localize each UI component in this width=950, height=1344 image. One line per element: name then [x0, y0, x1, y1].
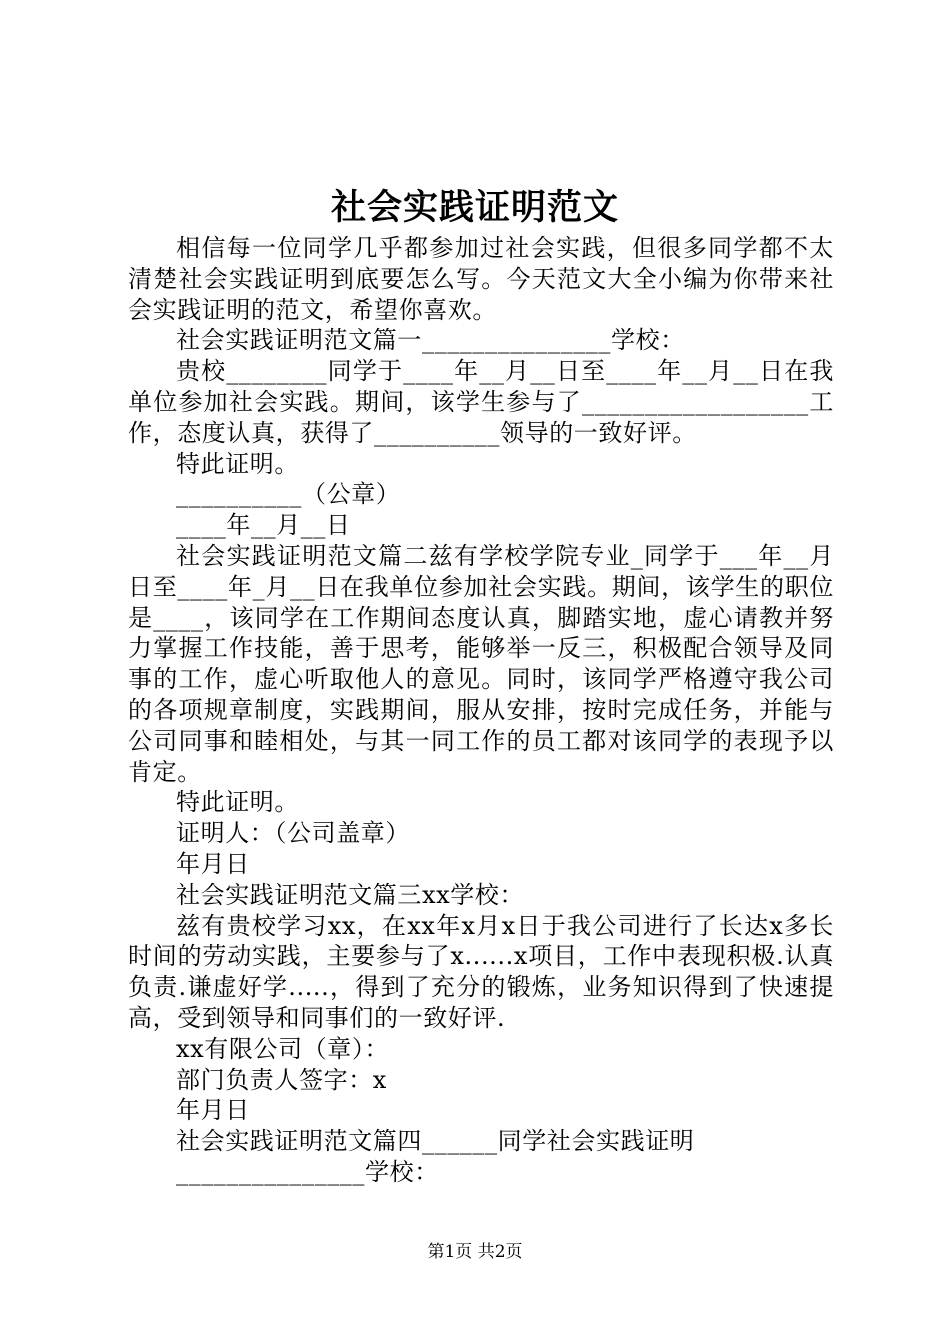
paragraph: 社会实践证明范文篇三xx学校： [176, 880, 525, 909]
paragraph: 特此证明。 [176, 449, 299, 478]
paragraph: xx有限公司（章）： [176, 1034, 390, 1063]
paragraph: 社会实践证明范文篇四______同学社会实践证明 [176, 1127, 695, 1156]
paragraph: 部门负责人签字：x [176, 1065, 387, 1094]
paragraph: _______________学校： [176, 1157, 439, 1186]
paragraph: 社会实践证明范文篇一_______________学校： [176, 326, 685, 355]
paragraph: 证明人：（公司盖章） [176, 819, 410, 848]
paragraph: 贵校________同学于____年__月__日至____年__月__日在我单位参加社会实践。期间，该学生参与了__________________工作，态度认真，获得了__________领导的一致好评。 [128, 357, 834, 447]
page-number: 第1页 共2页 [427, 1242, 523, 1262]
paragraph: 兹有贵校学习xx，在xx年x月x日于我公司进行了长达x多长时间的劳动实践，主要参与了x......x项目，工作中表现积极.认真负责.谦虚好学.....，得到了充分的锻炼，业务知识得到了快速提高，受到领导和同事们的一致好评. [128, 911, 834, 1032]
document-body [128, 233, 834, 1188]
paragraph: 年月日 [176, 849, 250, 878]
paragraph: 特此证明。 [176, 788, 299, 817]
paragraph: 年月日 [176, 1096, 250, 1125]
paragraph: __________（公章） [176, 480, 401, 509]
paragraph: 相信每一位同学几乎都参加过社会实践，但很多同学都不太清楚社会实践证明到底要怎么写。今天范文大全小编为你带来社会实践证明的范文，希望你喜欢。 [128, 234, 834, 324]
paragraph: ____年__月__日 [176, 511, 351, 540]
document-title: 社会实践证明范文 [330, 187, 619, 228]
paragraph: 社会实践证明范文篇二兹有学校学院专业_同学于___年__月日至____年_月__日在我单位参加社会实践。期间，该学生的职位是____，该同学在工作期间态度认真，脚踏实地，虚心请教并努力掌握工作技能，善于思考，能够举一反三，积极配合领导及同事的工作，虚心听取他人的意见。同时，该同学严格遵守我公司的各项规章制度，实践期间，服从安排，按时完成任务，并能与公司同事和睦相处，与其一同工作的员工都对该同学的表现予以肯定。 [128, 541, 834, 786]
